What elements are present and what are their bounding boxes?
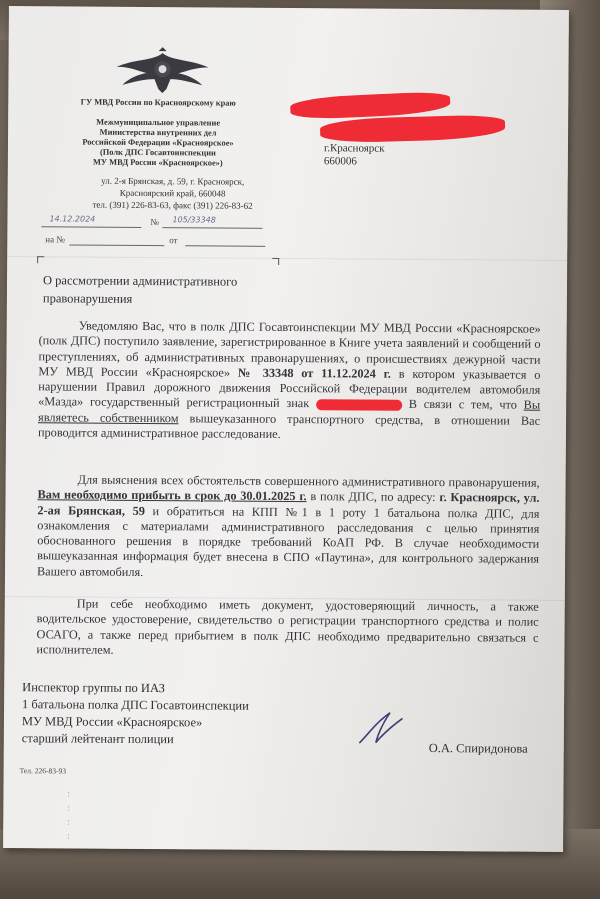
handwritten-date: 14.12.2024 (49, 214, 96, 224)
owner-statement: Вы являетесь собственником (38, 398, 541, 426)
address-line: тел. (391) 226-83-63, факс (391) 226-83-62 (92, 199, 253, 211)
document-sheet (3, 6, 569, 852)
body-paragraph-3: При себе необходимо иметь документ, удостоверяющий личность, а также водительское удостоверение, свидетельство о регистрации транспортного средства и полис ОСАГО, а также перед прибытием в полк ДПС необходимо предварительно связаться с исполнителем. (36, 596, 539, 657)
department-name: ГУ МВД России по Красноярскому краю (80, 97, 236, 108)
text-run: в полк ДПС, по адресу: (310, 489, 436, 505)
bracket-corner (37, 256, 44, 263)
subject-title: О рассмотрении административного правонарушения (42, 273, 238, 306)
number-label: № (150, 217, 160, 228)
text-run: Уведомляю Вас, что в полк ДПС Госавтоинспекции МУ МВД России «Красноярское» (полк ДПС) поступило заявление, зарегистрированное в Книге учета заявлений и сообщений о преступлениях, об административных правонарушениях, о происшествиях дежурной части МУ МВД России «Красноярское» (38, 318, 541, 380)
sender-address (68, 174, 278, 211)
bracket-corner (272, 258, 279, 265)
body-paragraph-1 (38, 318, 541, 444)
recipient-postcode: 660006 (323, 155, 357, 168)
text-run: вышеуказанного транспортного средства, в отношении Вас проводится административное расследование. (37, 411, 541, 442)
signer-rank: старший лейтенант полиции (21, 731, 174, 747)
footer-telephone: Тел. 226-83-93 (19, 766, 67, 776)
address-line: ул. 2-я Брянская, д. 59, г. Красноярск, (101, 175, 245, 187)
na-number-label: на № (45, 234, 66, 245)
na-number-underline (69, 244, 164, 246)
handwritten-signature (356, 708, 406, 748)
body-paragraph-2 (37, 472, 540, 583)
unit-line: Министерства внутренних дел (99, 127, 217, 138)
registration-ref: № 33348 от 11.12.2024 г. (237, 365, 391, 381)
arrival-address: г. Красноярск, ул. 2-ая Брянская, 59 (37, 490, 540, 518)
date-underline (41, 226, 141, 228)
ot-label: от (169, 235, 178, 246)
signer-name: О.А. Спиридонова (428, 741, 528, 756)
deadline-statement: Вам необходимо прибыть в срок до 30.01.2025 г. (37, 487, 307, 504)
paper-fold (7, 256, 567, 261)
punch-dots: : : : : (67, 788, 71, 841)
plate-redaction-mark (316, 399, 402, 411)
signer-position: 1 батальона полка ДПС Госавтоинспекции (22, 697, 249, 713)
signer-position: Инспектор группы по ИАЗ (22, 680, 166, 696)
number-underline (162, 227, 262, 229)
text-run: В связи с тем, что (408, 397, 517, 413)
ot-underline (185, 245, 265, 247)
unit-line: (Полк ДПС Госавтоинспекции (99, 147, 216, 158)
unit-line: МУ МВД России «Красноярское») (93, 157, 223, 168)
text-run: и обратиться на КПП №1 в 1 роту 1 батальона полка ДПС, для ознакомления с материалами административного расследования с целью принятия обоснованного решения в порядке требований КоАП РФ. В случае необходимости вышеуказанная информация будет внесена в СПО «Паутина», для контрольного задержания Вашего автомобиля. (36, 503, 540, 579)
recipient-city: г.Красноярск (323, 142, 385, 155)
text-run: в котором указывается о нарушении Правил дорожного движения Российской Федерации водителем автомобиля «Мазда» государственный регистрационный знак (38, 366, 541, 411)
unit-line: Российской Федерации «Красноярское» (82, 137, 234, 148)
signature-block (22, 679, 249, 749)
handwritten-number: 105/33348 (172, 215, 216, 225)
address-line: Красноярский край, 660048 (119, 187, 226, 199)
unit-line: Межмуниципальное управление (96, 117, 221, 128)
text-run: Для выяснения всех обстоятельств совершенного административного правонарушения, (77, 472, 540, 490)
eagle-emblem-icon (112, 47, 212, 96)
signer-position: МУ МВД России «Красноярское» (21, 714, 203, 730)
redaction-mark (320, 114, 506, 143)
